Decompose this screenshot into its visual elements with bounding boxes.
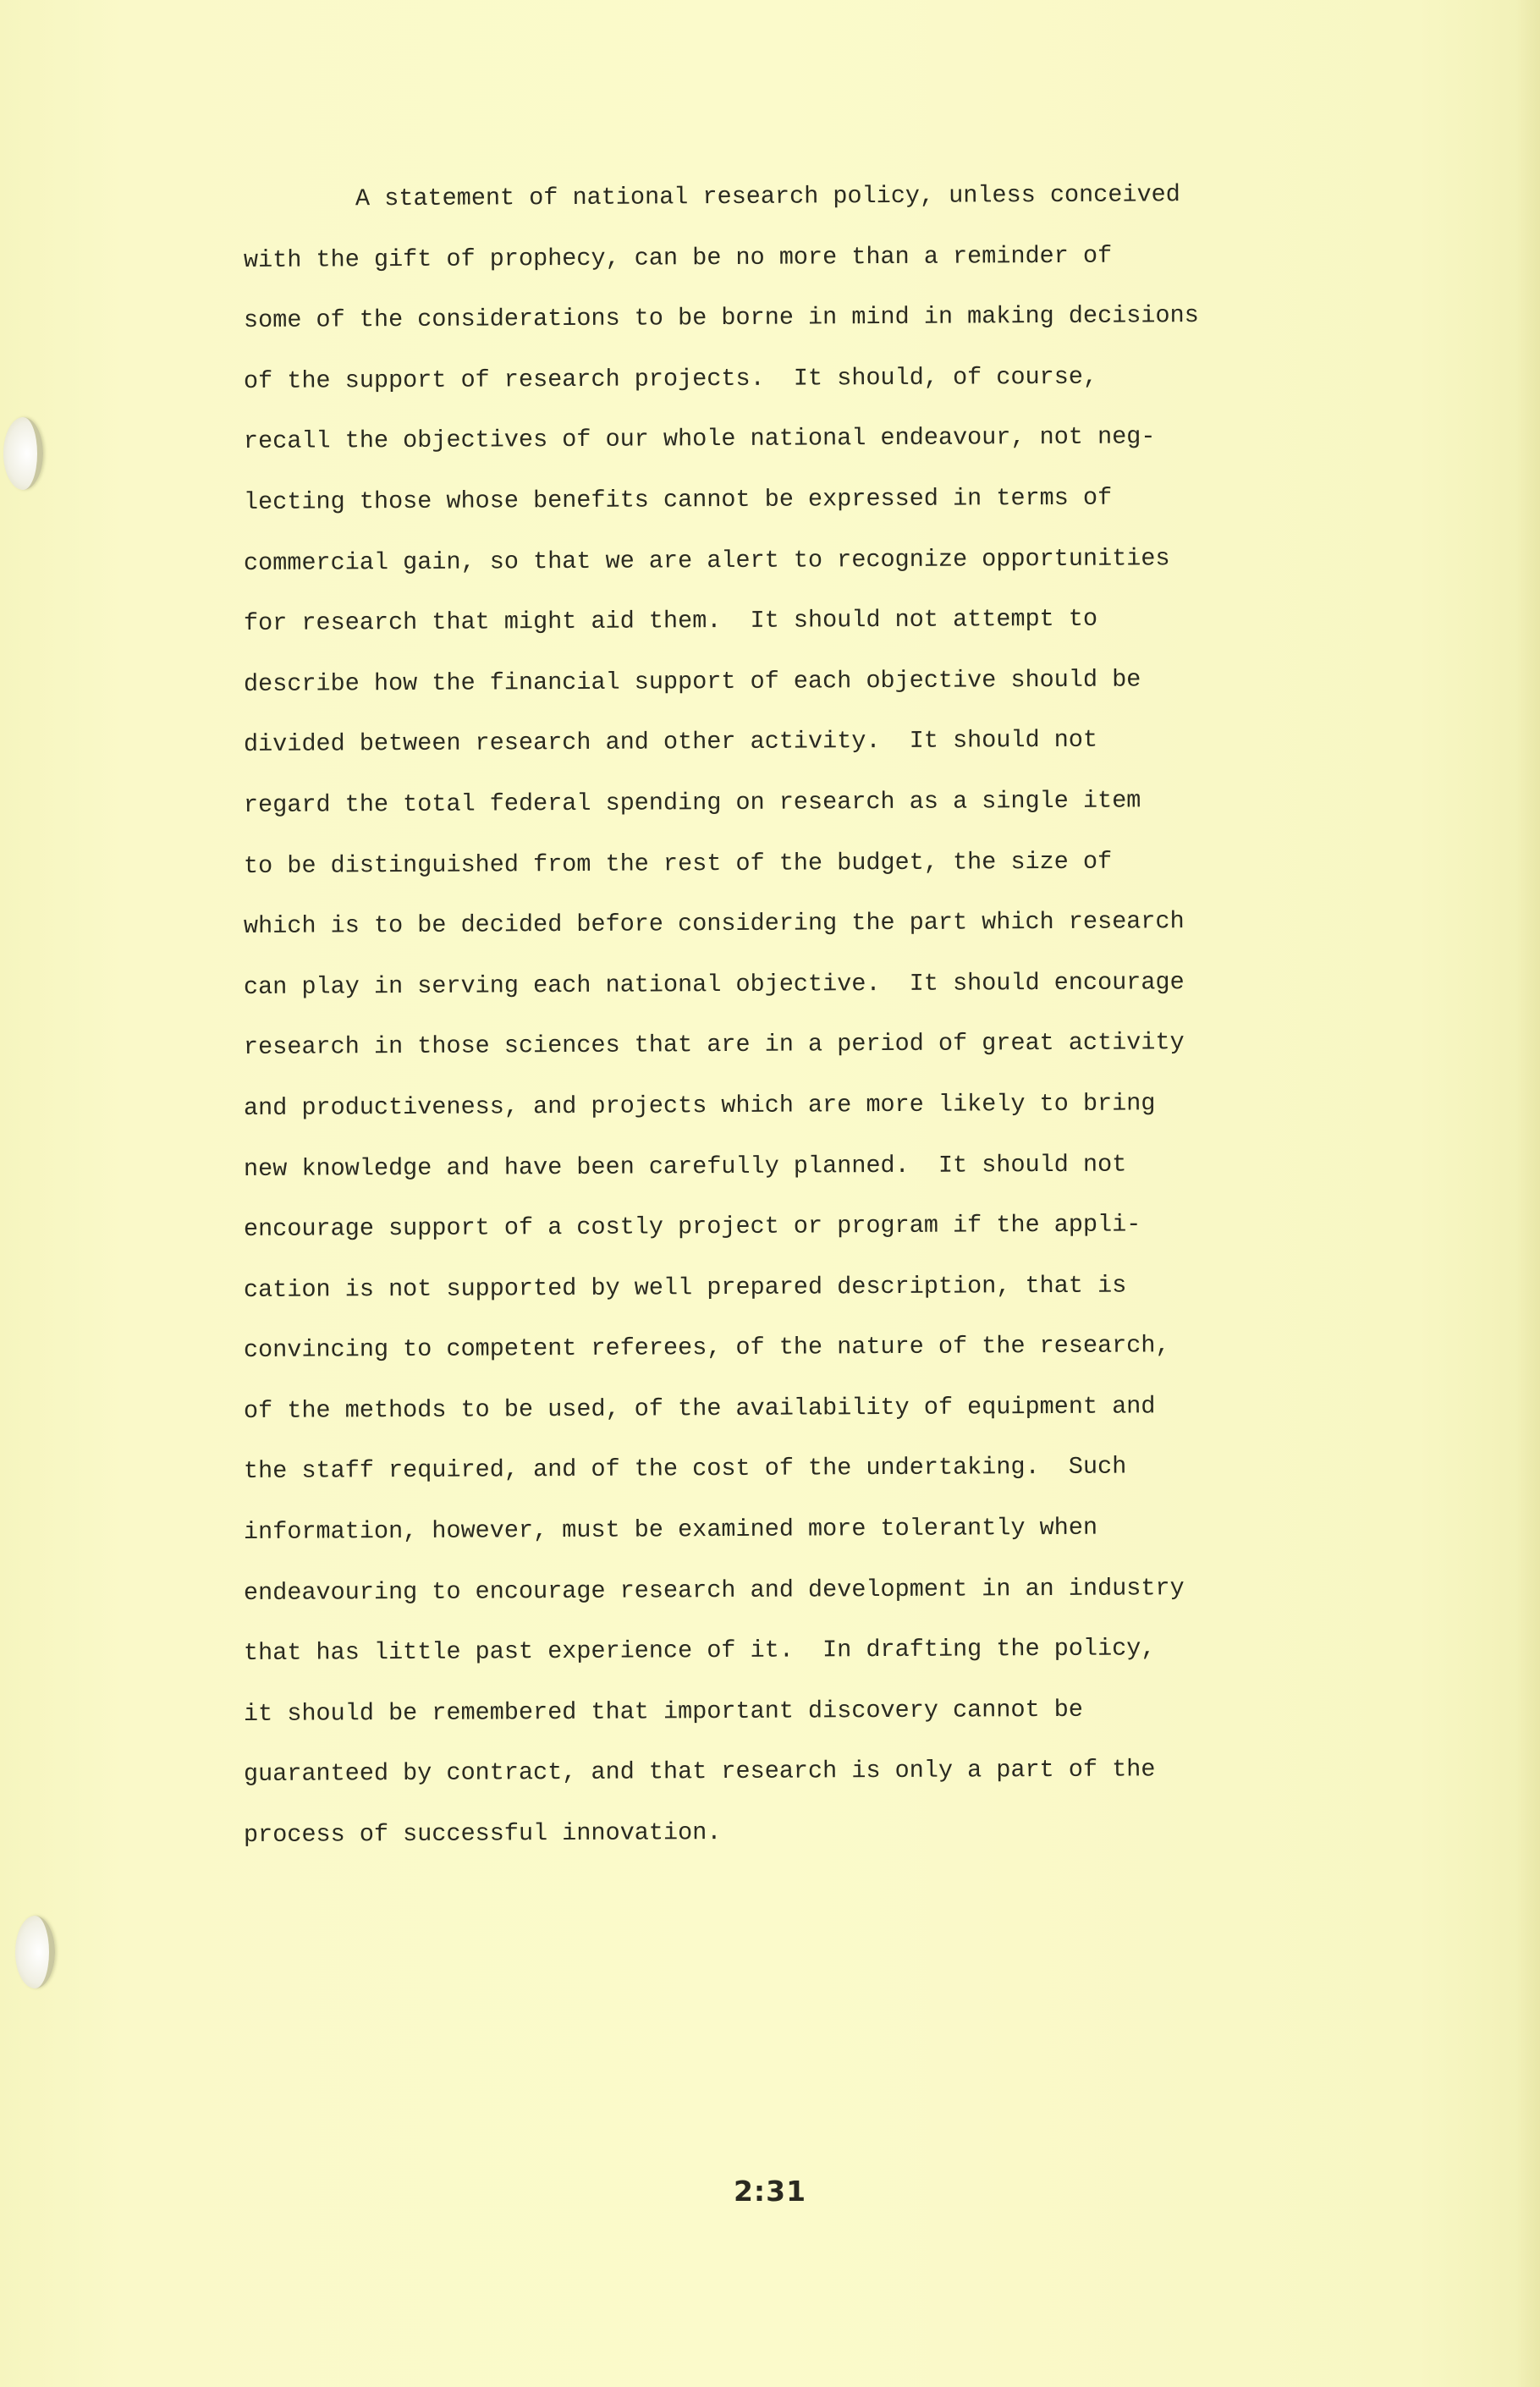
text-line: regard the total federal spending on research as a single item — [243, 786, 1141, 819]
text-line: commercial gain, so that we are alert to recognize opportunities — [243, 543, 1170, 577]
text-line: describe how the financial support of each objective should be — [243, 665, 1141, 698]
text-line: endeavouring to encourage research and development in an industry — [243, 1573, 1185, 1607]
text-line: process of successful innovation. — [243, 1818, 722, 1850]
text-line: recall the objectives of our whole national endeavour, not neg- — [243, 422, 1156, 456]
text-line: some of the considerations to be borne in mind in making decisions — [243, 301, 1199, 335]
text-line: guaranteed by contract, and that research is only a part of the — [243, 1755, 1156, 1789]
text-line: lecting those whose benefits cannot be expressed in terms of — [243, 483, 1113, 516]
binder-punch-hole-bottom — [15, 1916, 55, 1988]
text-line: of the methods to be used, of the availability of equipment and — [243, 1392, 1156, 1425]
binder-punch-hole-top — [3, 417, 43, 490]
text-line: A statement of national research policy, unless conceived — [355, 180, 1180, 213]
text-line: with the gift of prophecy, can be no more than a reminder of — [243, 241, 1113, 274]
text-line: of the support of research projects. It should, of course, — [243, 362, 1098, 395]
text-line: that has little past experience of it. In drafting the policy, — [243, 1634, 1156, 1668]
text-line: the staff required, and of the cost of the undertaking. Such — [243, 1453, 1127, 1486]
text-line: research in those sciences that are in a period of great activity — [243, 1028, 1185, 1062]
text-line: to be distinguished from the rest of the budget, the size of — [243, 847, 1113, 880]
text-line: it should be remembered that important discovery cannot be — [243, 1695, 1084, 1728]
text-line: encourage support of a costly project or program if the appli- — [243, 1210, 1141, 1244]
text-line: can play in serving each national objective. It should encourage — [243, 967, 1185, 1001]
text-line: divided between research and other activity. It should not — [243, 726, 1098, 759]
body-paragraph — [244, 169, 1310, 1866]
text-line: new knowledge and have been carefully planned. It should not — [243, 1150, 1127, 1183]
text-line: which is to be decided before considering the part which research — [243, 907, 1185, 941]
text-line: for research that might aid them. It should not attempt to — [243, 604, 1098, 638]
page-number: 2:31 — [733, 2175, 807, 2208]
text-line: and productiveness, and projects which are more likely to bring — [243, 1089, 1156, 1122]
page-edge-shadow — [1516, 0, 1540, 2387]
text-line: convincing to competent referees, of the nature of the research, — [243, 1331, 1170, 1365]
text-line: information, however, must be examined more tolerantly when — [243, 1513, 1098, 1547]
text-line: cation is not supported by well prepared description, that is — [243, 1271, 1127, 1304]
